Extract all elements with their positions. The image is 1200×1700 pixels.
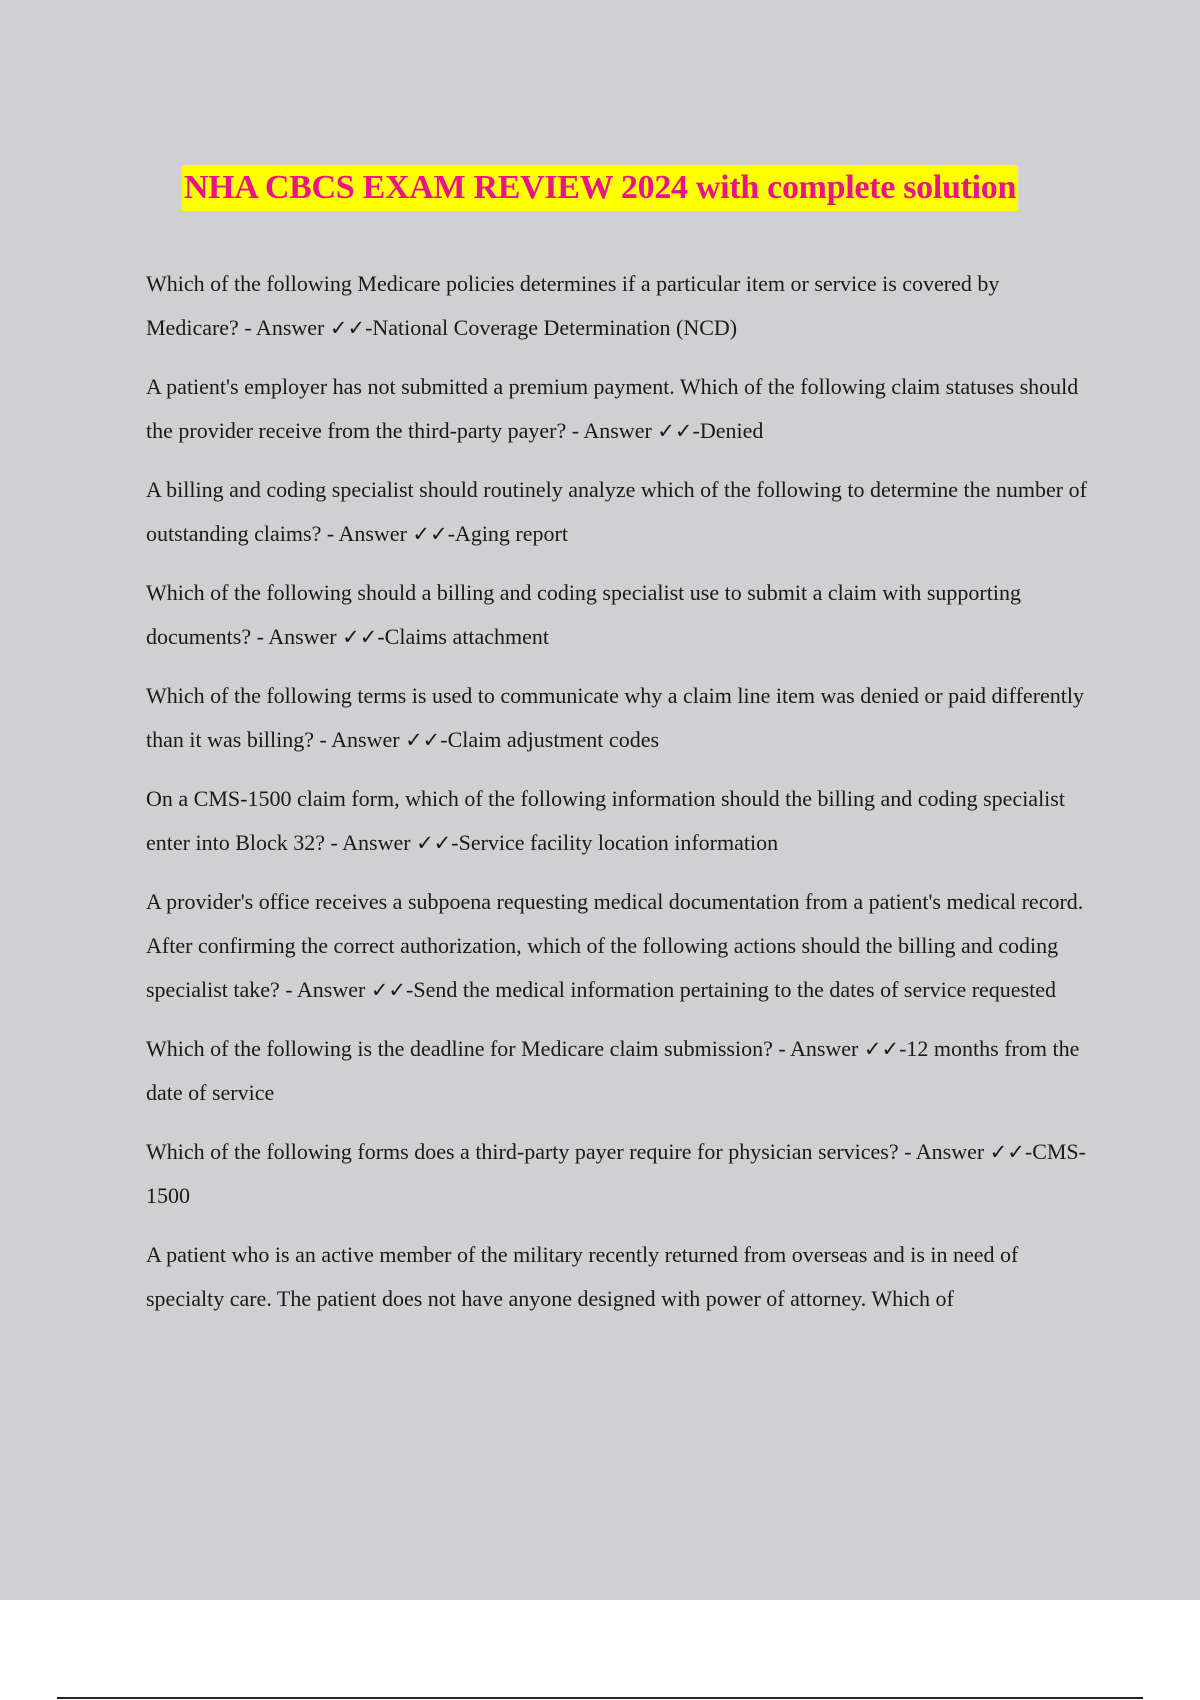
check-mark-icon: ✓✓: [657, 419, 693, 443]
answer-text: -Service facility location information: [451, 830, 779, 855]
question-text: A patient who is an active member of the military recently returned from overseas and is in need of specialty care. The patient does not have anyone designed with power of attorney. Which of: [146, 1242, 1019, 1311]
qa-item: [146, 468, 1096, 556]
check-mark-icon: ✓✓: [412, 522, 448, 546]
question-text: A billing and coding specialist should routinely analyze which of the following to determine the number of outstanding claims? - Answer: [146, 477, 1087, 546]
question-text: Which of the following Medicare policies determines if a particular item or service is covered by Medicare? - Answer: [146, 271, 1000, 340]
check-mark-icon: ✓✓: [405, 728, 441, 752]
qa-item: [146, 674, 1096, 762]
answer-text: -Claim adjustment codes: [440, 727, 660, 752]
check-mark-icon: ✓✓: [342, 625, 378, 649]
question-text: Which of the following is the deadline for Medicare claim submission? - Answer: [146, 1036, 864, 1061]
qa-item: [146, 1130, 1096, 1218]
question-text: A patient's employer has not submitted a premium payment. Which of the following claim statuses should the provider receive from the third-party payer? - Answer: [146, 374, 1079, 443]
check-mark-icon: ✓✓: [370, 978, 407, 1002]
question-text: Which of the following forms does a third-party payer require for physician services? - Answer: [146, 1139, 990, 1164]
qa-item: [146, 262, 1096, 350]
check-mark-icon: ✓✓: [416, 831, 452, 855]
answer-text: -Denied: [692, 418, 764, 443]
question-text: Which of the following should a billing and coding specialist use to submit a claim with supporting documents? - Answer: [146, 580, 1021, 649]
bottom-divider: [57, 1697, 1143, 1699]
qa-item: [146, 1027, 1096, 1115]
question-text: A provider's office receives a subpoena requesting medical documentation from a patient's medical record. After confirming the correct authorization, which of the following actions should the billing and coding specialist take? - Answer: [146, 889, 1084, 1002]
check-mark-icon: ✓✓: [329, 316, 366, 340]
qa-item: [146, 880, 1096, 1012]
answer-text: -12 months from the date of service: [146, 1036, 1080, 1105]
question-text: On a CMS-1500 claim form, which of the following information should the billing and coding specialist enter into Block 32? - Answer: [146, 786, 1065, 855]
answer-text: -Claims attachment: [377, 624, 549, 649]
qa-list: [146, 262, 1096, 1336]
answer-text: -Aging report: [447, 521, 568, 546]
qa-item: [146, 571, 1096, 659]
answer-text: -CMS-1500: [146, 1139, 1086, 1208]
qa-item-truncated: [146, 1233, 1096, 1321]
answer-text: -National Coverage Determination (NCD): [365, 315, 738, 340]
question-text: Which of the following terms is used to communicate why a claim line item was denied or paid differently than it was billing? - Answer: [146, 683, 1085, 752]
qa-item: [146, 777, 1096, 865]
check-mark-icon: ✓✓: [863, 1037, 900, 1061]
qa-item: [146, 365, 1096, 453]
page-title: NHA CBCS EXAM REVIEW 2024 with complete solution: [182, 165, 1018, 211]
check-mark-icon: ✓✓: [989, 1140, 1025, 1164]
title-container: [0, 165, 1200, 211]
answer-text: -Send the medical information pertaining to the dates of service requested: [406, 977, 1057, 1002]
